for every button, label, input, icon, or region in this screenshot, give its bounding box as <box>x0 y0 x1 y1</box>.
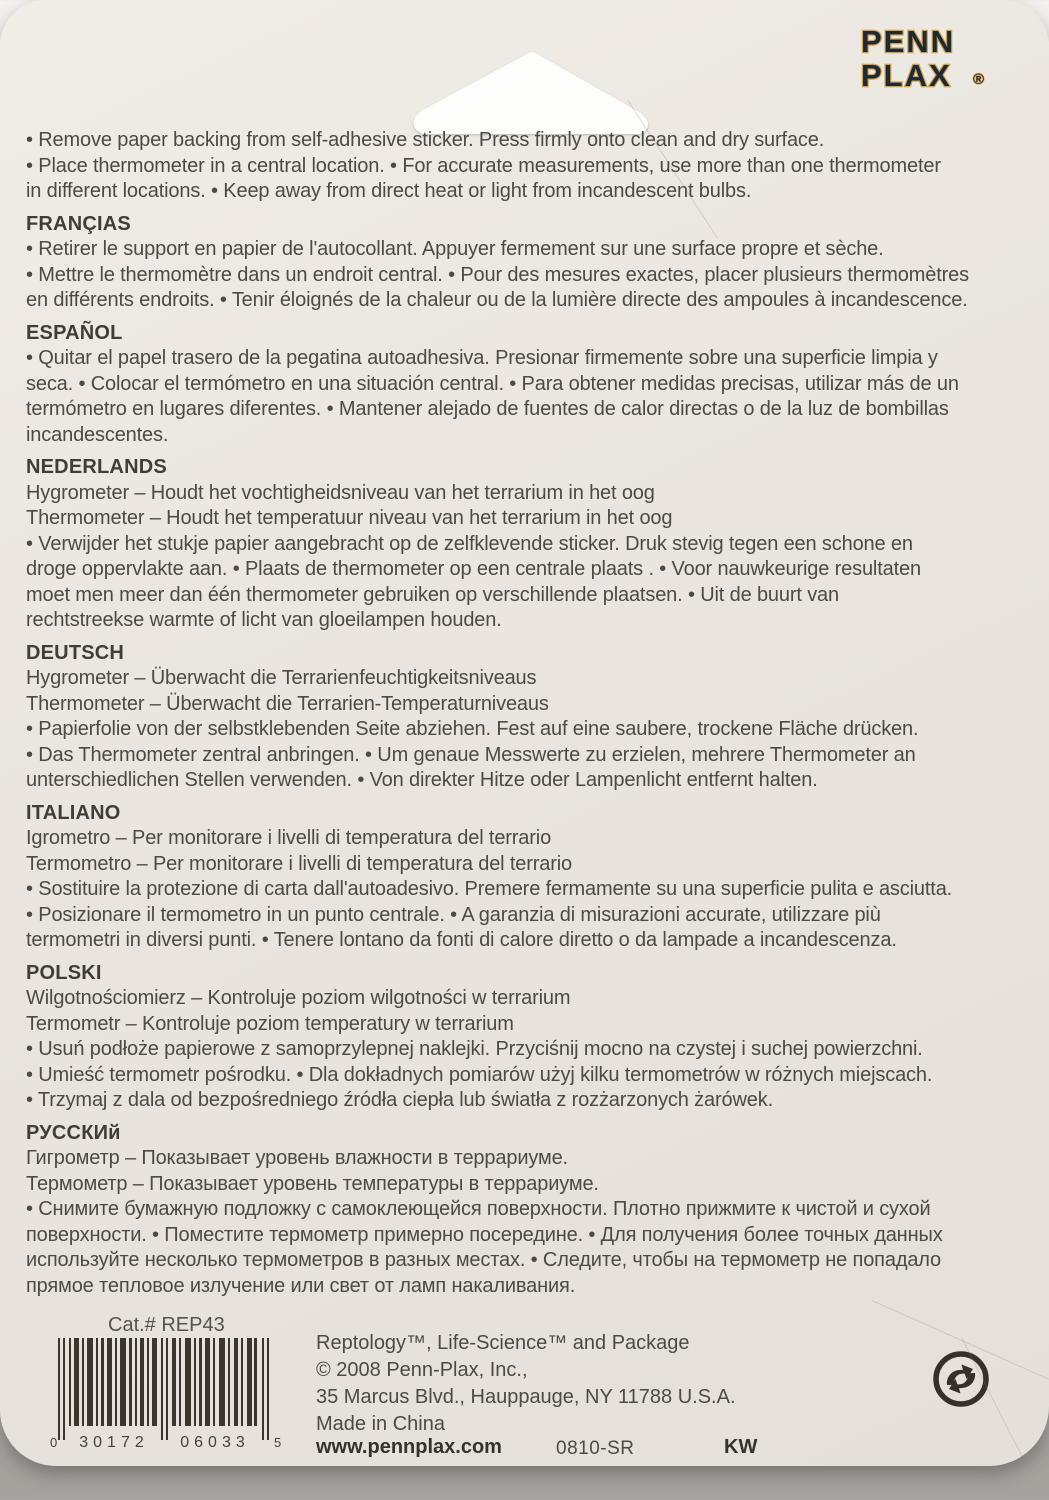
text-line: Hygrometer – Überwacht die Terrarienfeuchtigkeitsniveaus <box>26 667 537 689</box>
print-code: 0810-SR <box>556 1438 635 1459</box>
text-line: incandescentes. <box>26 423 169 446</box>
text-line: moet men meer dan één thermometer gebruiken op verschillende plaatsen. • Uit de buurt van <box>26 583 839 606</box>
section-heading: РУССКИй <box>26 1121 121 1144</box>
section-heading: FRANÇIAS <box>26 212 131 235</box>
registered-trademark-icon: ® <box>973 71 985 88</box>
text-line: • Trzymaj z dala od bezpośredniego źródła ciepła lub światła z rozżarzonych żarówek. <box>26 1089 773 1111</box>
text-line: • Sostituire la protezione di carta dall'autoadesivo. Premere fermamente su una superficie pulita e asciutta. <box>26 878 953 900</box>
text-line: Термометр – Показывает уровень температуры в террариуме. <box>26 1172 599 1195</box>
text-line: en différents endroits. • Tenir éloignés de la chaleur ou de la lumière directe des ampoules à incandescence. <box>26 289 968 311</box>
language-section <box>26 801 1032 954</box>
language-section <box>26 455 1032 634</box>
penn-plax-logo <box>857 20 1017 96</box>
barcode-lead-digit: 0 <box>50 1435 58 1450</box>
language-section <box>26 321 1032 449</box>
text-line: Thermometer – Houdt het temperatuur niveau van het terrarium in het oog <box>26 507 673 529</box>
text-line: • Снимите бумажную подложку с самоклеющейся поверхности. Плотно прижмите к чистой и сухой <box>26 1198 931 1220</box>
text-line: Wilgotnościomierz – Kontroluje poziom wilgotności w terrarium <box>26 987 571 1009</box>
text-line: termometri in diversi punti. • Tenere lontano da fonti di calore diretto o da lampade a incandescenza. <box>26 929 897 951</box>
text-line: • Retirer le support en papier de l'autocollant. Appuyer fermement sur une surface propre et sèche. <box>26 238 884 260</box>
section-heading: NEDERLANDS <box>26 456 167 478</box>
section-heading: POLSKI <box>26 961 102 984</box>
logo-line-1: PENN <box>861 24 956 59</box>
barcode-group1: 30172 <box>79 1434 149 1451</box>
language-section <box>26 961 1032 1114</box>
printer-initials: KW <box>724 1436 758 1458</box>
text-line: • Remove paper backing from self-adhesive sticker. Press firmly onto clean and dry surface. <box>26 129 825 151</box>
section-heading: DEUTSCH <box>26 641 125 664</box>
text-line: Termometr – Kontroluje poziom temperatury w terrarium <box>26 1012 514 1035</box>
text-line: • Quitar el papel trasero de la pegatina autoadhesiva. Presionar firmemente sobre una superficie limpia y <box>26 347 938 369</box>
text-line: seca. • Colocar el termómetro en una situación central. • Para obtener medidas precisas, utilizar más de un <box>26 372 959 395</box>
legal-line-origin: Made in China <box>316 1413 445 1435</box>
text-line: прямое тепловое излучение или свет от ламп накаливания. <box>26 1274 576 1297</box>
text-line: • Papierfolie von der selbstklebenden Seite abziehen. Fest auf eine saubere, trockene Fläche drücken. <box>26 718 919 740</box>
catalog-number: Cat.# REP43 <box>108 1314 225 1336</box>
text-line: • Usuń podłoże papierowe z samoprzylepnej naklejki. Przyciśnij mocno na czystej i suchej powierzchni. <box>26 1038 923 1060</box>
legal-line-copyright: © 2008 Penn-Plax, Inc., <box>316 1359 528 1381</box>
barcode-bars <box>58 1338 269 1440</box>
text-line: rechtstreekse warmte of licht van gloeilampen houden. <box>26 609 502 631</box>
section-heading: ITALIANO <box>26 801 121 824</box>
text-line: поверхности. • Поместите термометр примерно посередине. • Для получения более точных данных <box>26 1223 943 1246</box>
text-line: • Mettre le thermomètre dans un endroit central. • Pour des mesures exactes, placer plusieurs thermomètres <box>26 263 969 286</box>
barcode-group2: 06033 <box>180 1434 250 1451</box>
text-line: Igrometro – Per monitorare i livelli di temperatura del terrario <box>26 827 552 849</box>
language-section <box>26 212 1032 314</box>
text-line: in different locations. • Keep away from direct heat or light from incandescent bulbs. <box>26 180 752 202</box>
upc-barcode <box>50 1336 300 1452</box>
text-line: • Place thermometer in a central location. • For accurate measurements, use more than one thermometer <box>26 154 941 177</box>
legal-block <box>316 1330 736 1438</box>
language-section <box>26 1121 1032 1300</box>
barcode-check-digit: 5 <box>274 1435 282 1450</box>
text-line: Termometro – Per monitorare i livelli di temperatura del terrario <box>26 852 573 875</box>
section-heading: ESPAÑOL <box>26 321 123 344</box>
text-line: Гигрометр – Показывает уровень влажности в террариуме. <box>26 1147 568 1169</box>
text-line: unterschiedlichen Stellen verwenden. • Von direkter Hitze oder Lampenlicht entfernt halten. <box>26 769 818 791</box>
legal-line-trademarks: Reptology™, Life-Science™ and Package <box>316 1332 690 1354</box>
text-line: droge oppervlakte aan. • Plaats de thermometer op een centrale plaats . • Voor nauwkeurige resultaten <box>26 558 921 580</box>
logo-line-2: PLAX <box>861 58 952 93</box>
text-line: Thermometer – Überwacht die Terrarien-Temperaturniveaus <box>26 692 549 715</box>
website-url: www.pennplax.com <box>316 1436 502 1458</box>
text-line: • Das Thermometer zentral anbringen. • Um genaue Messwerte zu erzielen, mehrere Thermometer an <box>26 743 916 766</box>
text-line: termómetro en lugares diferentes. • Mantener alejado de fuentes de calor directas o de la luz de bombillas <box>26 398 949 420</box>
text-line: • Verwijder het stukje papier aangebracht op de zelfklevende sticker. Druk stevig tegen een schone en <box>26 532 913 555</box>
text-line: Hygrometer – Houdt het vochtigheidsniveau van het terrarium in het oog <box>26 481 655 504</box>
text-line: • Posizionare il termometro in un punto centrale. • A garanzia di misurazioni accurate, utilizzare più <box>26 903 881 926</box>
hang-hole <box>392 46 656 140</box>
instructions <box>26 128 1032 1299</box>
text-line: • Umieść termometr pośrodku. • Dla dokładnych pomiarów użyj kilku termometrów w różnych miejscach. <box>26 1063 933 1086</box>
language-section <box>26 128 1032 205</box>
text-line: используйте несколько термометров в разных местах. • Следите, чтобы на термометр не попадало <box>26 1249 942 1271</box>
language-section <box>26 641 1032 794</box>
legal-line-address: 35 Marcus Blvd., Hauppauge, NY 11788 U.S.A. <box>316 1386 736 1408</box>
